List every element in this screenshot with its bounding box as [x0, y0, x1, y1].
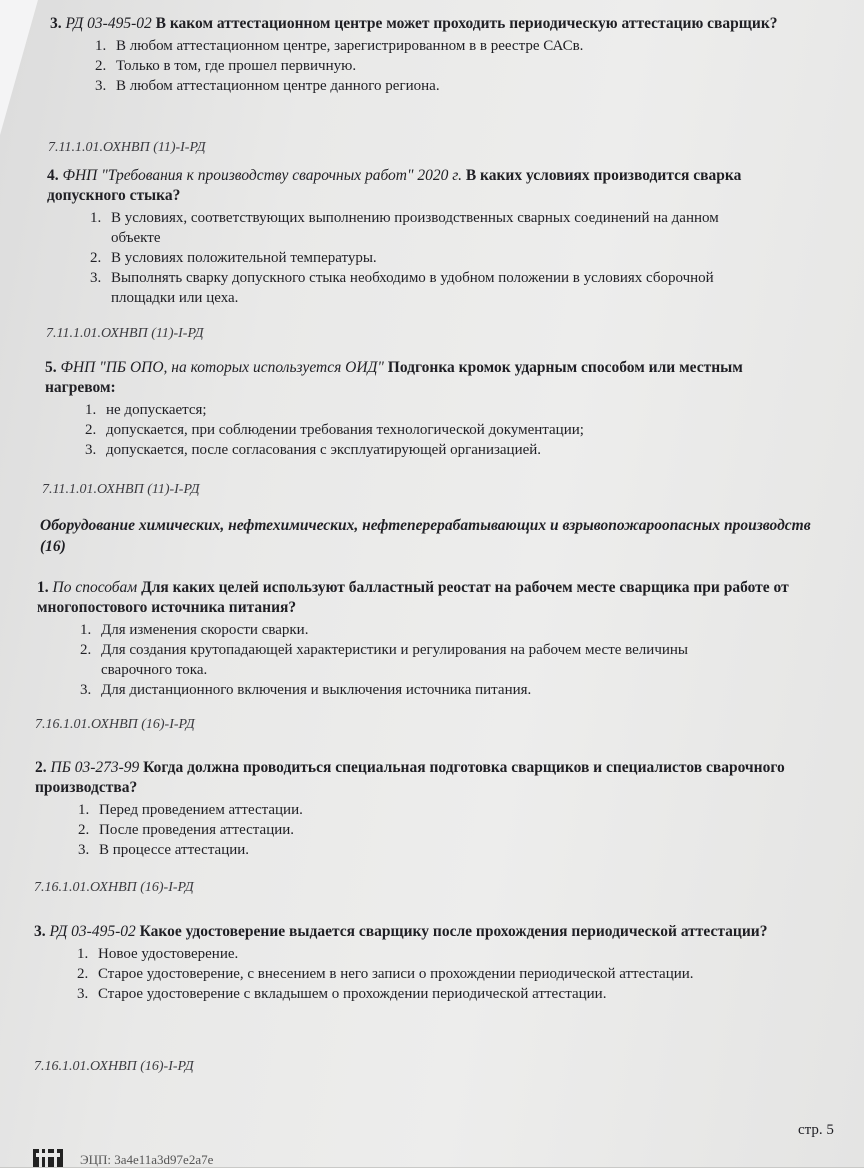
- question-number: 2.: [35, 759, 47, 776]
- answer-option: 1. В условиях, соответствующих выполнению производственных сварных соединений на данном объекте: [105, 208, 755, 248]
- question-code: 7.16.1.01.ОХНВП (16)-I-РД: [35, 717, 195, 732]
- answer-options: [35, 800, 805, 860]
- question-heading: [34, 922, 804, 942]
- answer-option: 1. Перед проведением аттестации.: [93, 800, 805, 820]
- answer-option: 2. допускается, при соблюдении требования технологической документации;: [100, 420, 810, 440]
- question-block: [37, 578, 807, 700]
- question-text: Для каких целей используют балластный реостат на рабочем месте сварщика при работе от многопостового источника питания?: [37, 579, 789, 616]
- question-source: По способам: [52, 579, 138, 596]
- section-title: Оборудование химических, нефтехимических, нефтеперерабатывающих и взрывопожароопасных производств (16): [40, 517, 811, 555]
- question-heading: [50, 14, 810, 34]
- question-code: 7.16.1.01.ОХНВП (16)-I-РД: [34, 880, 194, 895]
- question-code: 7.16.1.01.ОХНВП (16)-I-РД: [34, 1059, 194, 1074]
- answer-option: 3. Для дистанционного включения и выключения источника питания.: [95, 680, 725, 700]
- qr-code-icon: [33, 1149, 63, 1167]
- question-block: [34, 922, 804, 1004]
- answer-options: [37, 620, 725, 700]
- question-number: 3.: [50, 15, 62, 32]
- question-code: 7.11.1.01.ОХНВП (11)-I-РД: [42, 482, 200, 497]
- answer-options: [50, 36, 810, 96]
- question-code: 7.11.1.01.ОХНВП (11)-I-РД: [48, 140, 206, 155]
- question-code: 7.11.1.01.ОХНВП (11)-I-РД: [46, 326, 204, 341]
- question-source: ПБ 03-273-99: [50, 759, 140, 776]
- question-text: В каких условиях производится сварка допускного стыка?: [47, 167, 742, 204]
- answer-option: 1. Новое удостоверение.: [92, 944, 732, 964]
- page-number: стр. 5: [798, 1122, 834, 1138]
- question-source: ФНП "Требования к производству сварочных работ" 2020 г.: [62, 167, 462, 184]
- question-source: РД 03-495-02: [65, 15, 152, 32]
- answer-options: [47, 208, 755, 308]
- answer-option: 3. допускается, после согласования с эксплуатирующей организацией.: [100, 440, 810, 460]
- answer-option: 1. не допускается;: [100, 400, 810, 420]
- signature-text: ЭЦП: 3a4e11a3d97e2a7e: [80, 1152, 214, 1167]
- question-text: В каком аттестационном центре может проходить периодическую аттестацию сварщик?: [155, 15, 778, 32]
- question-source: РД 03-495-02: [49, 923, 136, 940]
- answer-option: 3. Выполнять сварку допускного стыка необходимо в удобном положении в условиях сборочной площадки или цеха.: [105, 268, 755, 308]
- answer-option: 2. В условиях положительной температуры.: [105, 248, 755, 268]
- answer-option: 3. В любом аттестационном центре данного региона.: [110, 76, 810, 96]
- question-heading: [45, 358, 810, 398]
- question-number: 3.: [34, 923, 46, 940]
- question-number: 5.: [45, 359, 57, 376]
- answer-option: 2. Только в том, где прошел первичную.: [110, 56, 810, 76]
- question-text: Подгонка кромок ударным способом или местным нагревом:: [45, 359, 743, 396]
- answer-option: 2. После проведения аттестации.: [93, 820, 805, 840]
- question-block: [45, 358, 810, 460]
- paper-corner-fold: [0, 0, 38, 135]
- question-text: Какое удостоверение выдается сварщику после прохождения периодической аттестации?: [139, 923, 768, 940]
- question-block: [35, 758, 805, 860]
- question-heading: [47, 166, 807, 206]
- question-number: 4.: [47, 167, 59, 184]
- question-text: Когда должна проводиться специальная подготовка сварщиков и специалистов сварочного производства?: [35, 759, 785, 796]
- answer-option: 1. Для изменения скорости сварки.: [95, 620, 725, 640]
- answer-option: 3. В процессе аттестации.: [93, 840, 805, 860]
- answer-option: 1. В любом аттестационном центре, зарегистрированном в в реестре САСв.: [110, 36, 810, 56]
- question-number: 1.: [37, 579, 49, 596]
- answer-option: 2. Для создания крутопадающей характеристики и регулирования на рабочем месте величины сварочного тока.: [95, 640, 725, 680]
- answer-option: 3. Старое удостоверение с вкладышем о прохождении периодической аттестации.: [92, 984, 732, 1004]
- answer-option: 2. Старое удостоверение, с внесением в него записи о прохождении периодической аттестации.: [92, 964, 732, 984]
- question-block: [47, 166, 807, 308]
- answer-options: [34, 944, 732, 1004]
- question-source: ФНП "ПБ ОПО, на которых используется ОИД": [60, 359, 384, 376]
- question-heading: [37, 578, 807, 618]
- question-block: [50, 14, 810, 96]
- answer-options: [45, 400, 810, 460]
- question-heading: [35, 758, 805, 798]
